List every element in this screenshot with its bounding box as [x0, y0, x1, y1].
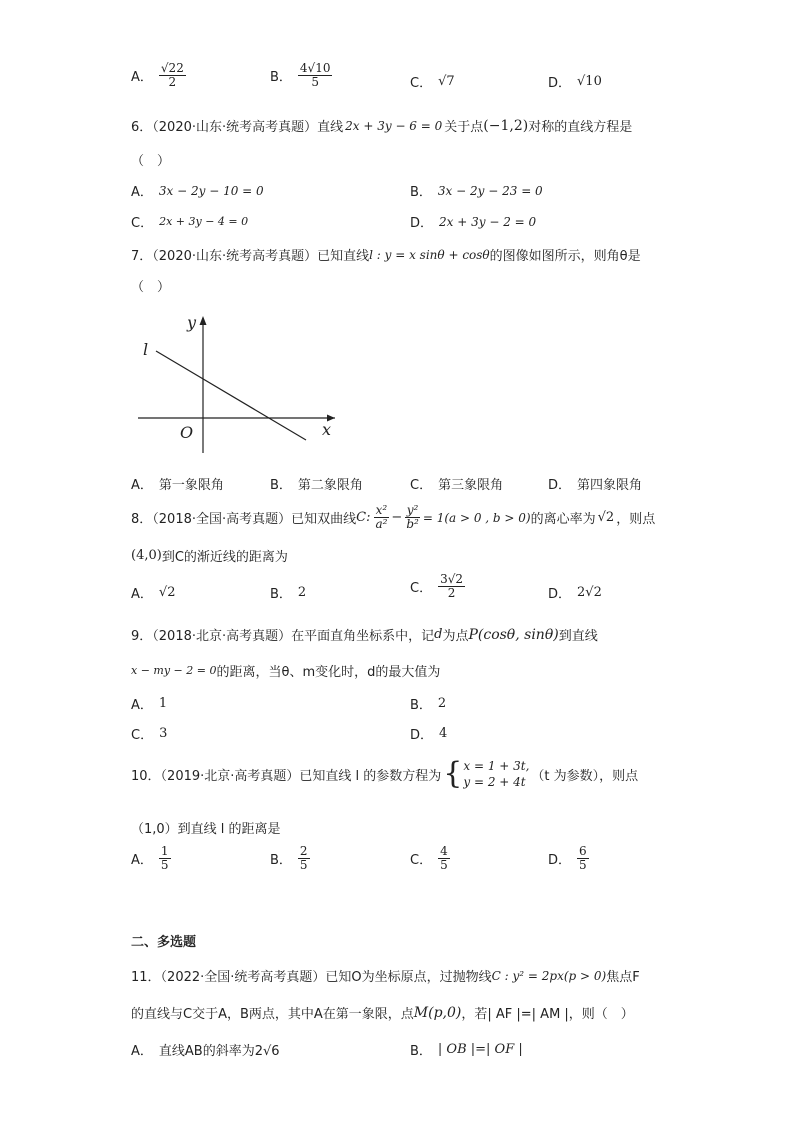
curve-label: C:	[356, 510, 371, 526]
stem-text: 7．（2020·山东·统考高考真题）已知直线	[131, 249, 370, 264]
denominator: 5	[579, 858, 587, 873]
option-label: A．	[131, 698, 153, 713]
eccentricity: √2	[597, 510, 615, 526]
fraction	[298, 845, 310, 872]
equation: 2x + 3y − 6 = 0	[345, 118, 443, 133]
stem-text: 为点	[442, 629, 469, 644]
q11-stem-line2	[131, 1003, 634, 1022]
system-line: y = 2 + 4t	[463, 775, 526, 790]
equation-system	[443, 758, 529, 790]
fraction	[577, 845, 589, 872]
option-text: 直线AB的斜率为2√6	[158, 1044, 280, 1059]
numerator: 4	[440, 844, 448, 858]
option-text: 2	[437, 696, 447, 711]
option-text: 3x − 2y − 10 = 0	[158, 183, 264, 198]
option-text: √10	[577, 74, 602, 89]
option-label: B．	[410, 185, 432, 200]
option-text: √7	[438, 74, 455, 89]
stem-text: 对称的直线方程是	[528, 120, 633, 135]
point: (4,0)	[131, 548, 162, 563]
stem-text: 6．（2020·山东·统考高考真题）直线	[131, 120, 344, 135]
option-label: A．	[131, 853, 153, 869]
q10-stem-line2: （1,0）到直线 l 的距离是	[131, 822, 281, 837]
q9-option-d	[410, 724, 447, 743]
stem-text: （t 为参数），则点	[531, 768, 639, 784]
stem-text: 到直线	[558, 629, 598, 644]
option-text: 1	[158, 696, 168, 711]
option-text: 3x − 2y − 23 = 0	[437, 183, 543, 198]
option-label: C．	[410, 581, 433, 597]
q7-option-a	[131, 474, 224, 493]
equation: l : y = x sinθ + cosθ	[369, 247, 490, 262]
q8-option-d	[548, 583, 602, 602]
q10-option-a	[131, 845, 171, 872]
stem-text: 的离心率为	[530, 512, 596, 528]
denominator: 5	[440, 858, 448, 873]
q5-option-b	[270, 62, 332, 89]
equation: x − my − 2 = 0	[131, 664, 217, 677]
option-text: 2√2	[577, 585, 602, 600]
system-line: x = 1 + 3t,	[463, 759, 530, 773]
stem-text: 的直线与C交于A，B两点，其中A在第一象限，点	[131, 1007, 414, 1022]
q8-option-b	[270, 583, 306, 602]
q10-option-d	[548, 845, 589, 872]
q11-option-a	[131, 1040, 280, 1059]
line-label: l	[143, 340, 149, 359]
line-l	[156, 351, 306, 440]
stem-text: ，则点	[616, 512, 656, 528]
stem-text: 到C的渐近线的距离为	[161, 550, 288, 565]
condition: = 1(a > 0 , b > 0)	[422, 510, 531, 525]
q6-stem	[131, 116, 632, 135]
option-text: 4	[439, 726, 448, 741]
option-label: A．	[131, 478, 153, 493]
stem-text: ，若| AF |=| AM |，则（ ）	[461, 1007, 634, 1022]
option-label: B．	[270, 70, 292, 86]
brace-icon: {	[443, 756, 463, 792]
y-label: y	[187, 313, 197, 332]
q6-option-a	[131, 181, 264, 200]
option-label: D．	[548, 478, 572, 493]
option-label: B．	[410, 698, 432, 713]
option-label: C．	[131, 216, 154, 231]
numerator: 4√10	[299, 61, 331, 75]
stem-text: 焦点F	[606, 970, 640, 985]
option-label: D．	[548, 587, 572, 602]
q10-option-b	[270, 845, 310, 872]
option-text: 第三象限角	[438, 478, 504, 493]
q8-stem-line2	[131, 546, 288, 565]
fraction	[404, 504, 421, 531]
section-heading: 二、多选题	[131, 935, 197, 950]
q6-option-b	[410, 181, 543, 200]
numerator: 3√2	[440, 572, 463, 586]
q7-option-d	[548, 474, 642, 493]
q7-stem	[131, 245, 641, 264]
option-label: A．	[131, 1044, 153, 1059]
option-text: 3	[159, 726, 168, 741]
q8-stem	[131, 504, 655, 531]
stem-text: 的距离，当θ、m变化时，d的最大值为	[216, 665, 441, 680]
option-label: A．	[131, 70, 153, 86]
q7-option-c	[410, 474, 503, 493]
option-label: B．	[270, 587, 292, 602]
option-label: B．	[410, 1044, 432, 1059]
numerator: 2	[299, 844, 308, 858]
option-label: A．	[131, 185, 153, 200]
option-text: 第四象限角	[577, 478, 643, 493]
option-text: 2	[297, 585, 307, 600]
q9-stem-line2	[131, 661, 440, 680]
q5-option-d	[548, 72, 602, 91]
q9-option-b	[410, 694, 446, 713]
option-label: D．	[548, 853, 572, 869]
option-label: A．	[131, 587, 153, 602]
q5-option-c	[410, 72, 455, 91]
q9-option-a	[131, 694, 167, 713]
option-label: C．	[410, 478, 433, 493]
denominator: b²	[406, 517, 419, 532]
q7-figure	[130, 308, 345, 458]
option-text: √2	[158, 585, 176, 600]
fraction	[438, 845, 450, 872]
option-label: C．	[410, 76, 433, 91]
stem-text: 8．（2018·全国·高考真题）已知双曲线	[131, 512, 357, 528]
numerator: y²	[406, 503, 419, 517]
point: M(p,0)	[413, 1004, 462, 1021]
stem-text: 关于点	[444, 120, 484, 135]
y-axis-arrow-icon	[200, 316, 207, 325]
option-label: B．	[270, 478, 292, 493]
q5-option-a	[131, 62, 186, 89]
q11-stem	[131, 966, 640, 985]
q9-option-c	[131, 724, 167, 743]
option-text: 2x + 3y − 4 = 0	[159, 215, 249, 228]
denominator: 2	[447, 586, 456, 601]
q6-option-d	[410, 212, 536, 231]
q6-paren: （ ）	[131, 154, 171, 169]
minus-sign: −	[391, 510, 403, 526]
q10-stem	[131, 758, 638, 790]
q9-stem	[131, 625, 598, 644]
system-lines	[463, 758, 529, 790]
point: P(cosθ, sinθ)	[468, 626, 559, 643]
option-label: C．	[131, 728, 154, 743]
stem-text: 的图像如图所示，则角θ是	[489, 249, 641, 264]
denominator: 5	[299, 858, 308, 873]
q7-option-b	[270, 474, 363, 493]
denominator: 5	[160, 858, 169, 873]
denominator: 2	[168, 75, 177, 90]
q10-option-c	[410, 845, 450, 872]
q7-paren: （ ）	[131, 280, 171, 295]
option-label: D．	[410, 216, 434, 231]
fraction	[438, 573, 465, 600]
option-text: 第一象限角	[158, 478, 224, 493]
variable-d: d	[434, 627, 443, 642]
fraction	[159, 62, 186, 89]
option-label: B．	[270, 853, 292, 869]
point: (−1,2)	[483, 117, 529, 134]
numerator: 6	[579, 844, 587, 858]
q11-option-b	[410, 1040, 523, 1059]
option-text: 第二象限角	[297, 478, 363, 493]
x-label: x	[322, 420, 332, 439]
stem-text: 10．（2019·北京·高考真题）已知直线 l 的参数方程为	[131, 768, 442, 784]
option-text: | OB |=| OF |	[437, 1042, 523, 1057]
denominator: a²	[375, 517, 388, 532]
q8-option-c	[410, 573, 465, 600]
numerator: x²	[375, 503, 388, 517]
fraction	[159, 845, 171, 872]
option-label: D．	[410, 728, 434, 743]
fraction	[298, 62, 333, 89]
origin-label: O	[180, 423, 194, 442]
option-text: 2x + 3y − 2 = 0	[439, 214, 537, 229]
option-label: D．	[548, 76, 572, 91]
fraction	[373, 504, 389, 531]
equation: C : y² = 2px(p > 0)	[491, 968, 607, 983]
q8-option-a	[131, 583, 175, 602]
q6-option-c	[131, 212, 248, 231]
stem-text: 9．（2018·北京·高考真题）在平面直角坐标系中，记	[131, 629, 435, 644]
stem-text: 11．（2022·全国·统考高考真题）已知O为坐标原点，过抛物线	[131, 970, 492, 985]
numerator: √22	[160, 61, 184, 75]
option-label: C．	[410, 853, 433, 869]
denominator: 5	[311, 75, 320, 90]
numerator: 1	[160, 844, 169, 858]
